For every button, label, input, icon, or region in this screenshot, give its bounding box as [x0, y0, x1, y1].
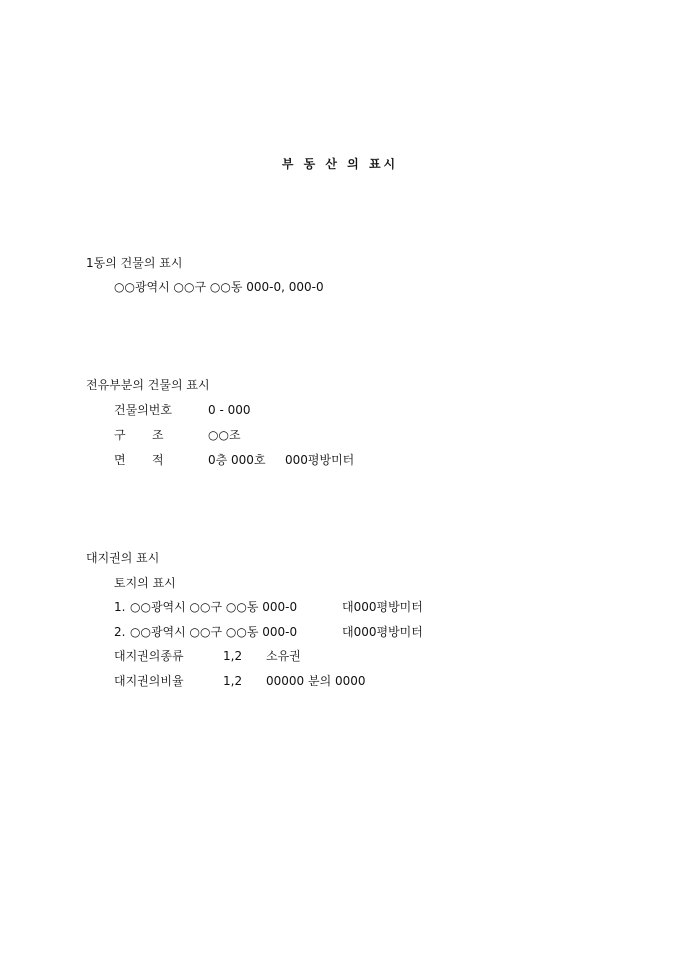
area-label-b: 적	[152, 453, 164, 467]
area-value: 0층 000호	[208, 453, 266, 467]
land-right-kind-targets: 1,2	[223, 649, 243, 663]
land-sub-heading: 토지의 표시	[114, 576, 176, 590]
area-label-a: 면	[114, 453, 126, 467]
unit-heading: 전유부분의 건물의 표시	[86, 378, 210, 392]
structure-value: ○○조	[208, 428, 241, 442]
building-address: ○○광역시 ○○구 ○○동 000-0, 000-0	[114, 280, 324, 294]
land-item-area: 대000평방미터	[342, 625, 423, 639]
land-item-address: ○○광역시 ○○구 ○○동 000-0	[130, 625, 298, 639]
land-right-kind-value: 소유권	[266, 649, 301, 663]
page-title: 부 동 산 의 표시	[281, 157, 399, 171]
structure-label-b: 조	[152, 428, 164, 442]
structure-label-a: 구	[114, 428, 126, 442]
unit-number-label: 건물의번호	[114, 403, 172, 417]
land-right-ratio-label: 대지권의비율	[114, 674, 184, 688]
area-value-2: 000평방미터	[285, 453, 355, 467]
land-item-no: 1.	[114, 600, 126, 614]
building-heading: 1동의 건물의 표시	[86, 256, 183, 270]
unit-number-value: 0 - 000	[208, 403, 251, 417]
land-right-ratio-value: 00000 분의 0000	[266, 674, 366, 688]
land-right-kind-label: 대지권의종류	[114, 649, 184, 663]
land-item-no: 2.	[114, 625, 126, 639]
land-item-area: 대000평방미터	[342, 600, 423, 614]
land-right-ratio-targets: 1,2	[223, 674, 243, 688]
land-right-heading: 대지권의 표시	[86, 551, 160, 565]
land-item-address: ○○광역시 ○○구 ○○동 000-0	[130, 600, 298, 614]
